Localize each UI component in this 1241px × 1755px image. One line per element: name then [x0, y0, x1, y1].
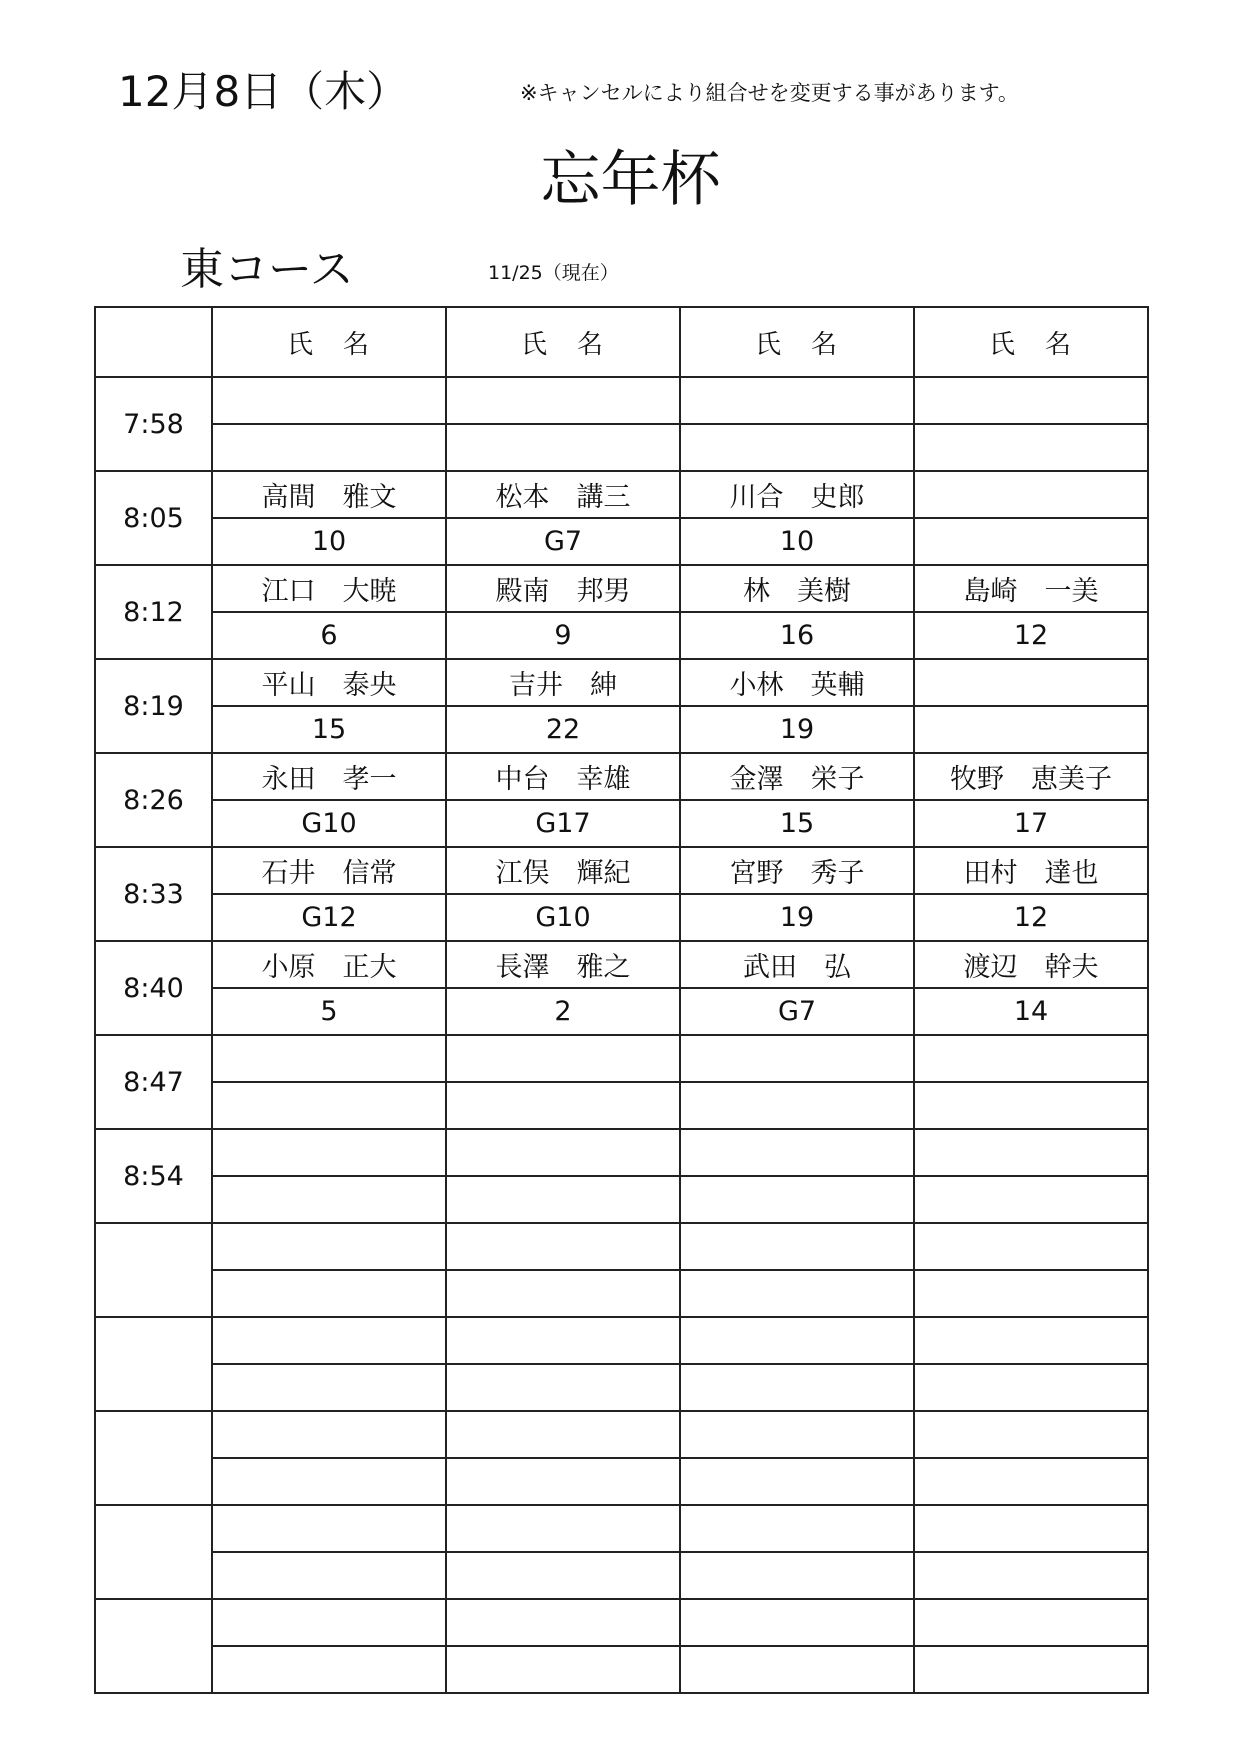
player-handicap [914, 706, 1148, 753]
player-name [446, 1505, 680, 1552]
player-handicap [914, 424, 1148, 471]
player-name [680, 1129, 914, 1176]
player-handicap [446, 1364, 680, 1411]
table-row [95, 1552, 1148, 1599]
table-row [95, 659, 1148, 706]
course-name: 東コース [180, 244, 354, 295]
player-handicap: 10 [680, 518, 914, 565]
player-name: 林 美樹 [680, 565, 914, 612]
player-name: 牧野 恵美子 [914, 753, 1148, 800]
tee-time: 7:58 [95, 377, 212, 471]
table-row [95, 941, 1148, 988]
player-name: 松本 講三 [446, 471, 680, 518]
player-handicap: 6 [212, 612, 446, 659]
tee-time: 8:19 [95, 659, 212, 753]
player-handicap: 19 [680, 894, 914, 941]
player-name [680, 1317, 914, 1364]
player-name [212, 1223, 446, 1270]
player-name: 平山 泰央 [212, 659, 446, 706]
player-handicap [914, 518, 1148, 565]
tee-time: 8:47 [95, 1035, 212, 1129]
player-handicap: 14 [914, 988, 1148, 1035]
player-handicap [212, 1176, 446, 1223]
table-row [95, 1458, 1148, 1505]
player-name [680, 1411, 914, 1458]
player-handicap: G10 [212, 800, 446, 847]
player-name [680, 377, 914, 424]
player-handicap: 19 [680, 706, 914, 753]
table-row [95, 471, 1148, 518]
player-name [212, 1411, 446, 1458]
player-name [680, 1599, 914, 1646]
player-name: 宮野 秀子 [680, 847, 914, 894]
tee-time: 8:33 [95, 847, 212, 941]
player-handicap [914, 1270, 1148, 1317]
player-name: 殿南 邦男 [446, 565, 680, 612]
player-name [446, 1411, 680, 1458]
player-handicap: 12 [914, 612, 1148, 659]
player-handicap [212, 1646, 446, 1693]
player-name [212, 1129, 446, 1176]
header-row [95, 307, 1148, 377]
player-handicap [446, 1458, 680, 1505]
table-row [95, 1082, 1148, 1129]
player-handicap [680, 1646, 914, 1693]
player-name: 高間 雅文 [212, 471, 446, 518]
table-row [95, 518, 1148, 565]
table-row [95, 1270, 1148, 1317]
table-row [95, 1317, 1148, 1364]
player-name: 金澤 栄子 [680, 753, 914, 800]
table-row [95, 1364, 1148, 1411]
column-header-name: 氏 名 [446, 307, 680, 377]
player-name [914, 1505, 1148, 1552]
player-name: 石井 信常 [212, 847, 446, 894]
player-name [446, 1317, 680, 1364]
player-name [914, 1411, 1148, 1458]
player-handicap [212, 1270, 446, 1317]
player-handicap [446, 1082, 680, 1129]
player-handicap [446, 1646, 680, 1693]
player-name [212, 1505, 446, 1552]
player-handicap: 16 [680, 612, 914, 659]
table-row [95, 424, 1148, 471]
player-name: 川合 史郎 [680, 471, 914, 518]
player-name [212, 1317, 446, 1364]
tee-time [95, 1599, 212, 1693]
table-row [95, 1223, 1148, 1270]
event-date: 12月8日（木） [118, 67, 409, 116]
table-row [95, 753, 1148, 800]
player-handicap [914, 1176, 1148, 1223]
player-name [680, 1035, 914, 1082]
player-name: 田村 達也 [914, 847, 1148, 894]
player-name [914, 471, 1148, 518]
player-handicap [446, 1270, 680, 1317]
player-handicap [680, 424, 914, 471]
player-name [914, 1599, 1148, 1646]
player-handicap [212, 1552, 446, 1599]
player-handicap [680, 1082, 914, 1129]
tee-time: 8:26 [95, 753, 212, 847]
player-name [914, 1223, 1148, 1270]
player-name: 江口 大暁 [212, 565, 446, 612]
player-handicap: 17 [914, 800, 1148, 847]
column-header-name: 氏 名 [212, 307, 446, 377]
tee-time-table [94, 306, 1149, 1694]
player-handicap: G7 [680, 988, 914, 1035]
table-row [95, 1035, 1148, 1082]
as-of-date: 11/25（現在） [488, 262, 619, 284]
player-name [914, 1129, 1148, 1176]
column-header-name: 氏 名 [680, 307, 914, 377]
player-handicap [680, 1552, 914, 1599]
player-handicap: 5 [212, 988, 446, 1035]
tee-time-groups [95, 377, 1148, 1693]
tee-time [95, 1505, 212, 1599]
player-name: 長澤 雅之 [446, 941, 680, 988]
player-handicap: 15 [212, 706, 446, 753]
player-name [914, 659, 1148, 706]
player-name [680, 1223, 914, 1270]
player-handicap [680, 1364, 914, 1411]
player-handicap [212, 424, 446, 471]
player-name [212, 1035, 446, 1082]
player-handicap [914, 1458, 1148, 1505]
player-handicap: G17 [446, 800, 680, 847]
player-name [914, 377, 1148, 424]
player-handicap [446, 424, 680, 471]
player-name: 島崎 一美 [914, 565, 1148, 612]
player-handicap [446, 1552, 680, 1599]
player-name: 小林 英輔 [680, 659, 914, 706]
player-handicap [914, 1552, 1148, 1599]
tee-time: 8:12 [95, 565, 212, 659]
player-name: 渡辺 幹夫 [914, 941, 1148, 988]
column-header-time [95, 307, 212, 377]
player-name [446, 1035, 680, 1082]
player-handicap [914, 1646, 1148, 1693]
table-row [95, 988, 1148, 1035]
column-header-name: 氏 名 [914, 307, 1148, 377]
table-row [95, 1599, 1148, 1646]
player-handicap: 15 [680, 800, 914, 847]
player-name [446, 1129, 680, 1176]
player-name: 吉井 紳 [446, 659, 680, 706]
player-name [914, 1317, 1148, 1364]
player-name: 中台 幸雄 [446, 753, 680, 800]
player-handicap [212, 1082, 446, 1129]
player-name: 小原 正大 [212, 941, 446, 988]
table-row [95, 847, 1148, 894]
table-row [95, 800, 1148, 847]
player-name: 武田 弘 [680, 941, 914, 988]
tee-time [95, 1411, 212, 1505]
table-row [95, 1505, 1148, 1552]
player-name [680, 1505, 914, 1552]
player-handicap: 2 [446, 988, 680, 1035]
player-handicap [212, 1364, 446, 1411]
table-row [95, 894, 1148, 941]
player-handicap: G7 [446, 518, 680, 565]
player-handicap: G12 [212, 894, 446, 941]
cancellation-notice: ※キャンセルにより組合せを変更する事があります。 [520, 81, 1019, 105]
player-handicap [446, 1176, 680, 1223]
table-row [95, 1129, 1148, 1176]
table-row [95, 565, 1148, 612]
player-name [212, 1599, 446, 1646]
player-name [446, 1599, 680, 1646]
player-name [914, 1035, 1148, 1082]
player-handicap [914, 1364, 1148, 1411]
tee-time [95, 1317, 212, 1411]
player-name: 江俣 輝紀 [446, 847, 680, 894]
player-handicap: 12 [914, 894, 1148, 941]
table-row [95, 706, 1148, 753]
table-row [95, 1411, 1148, 1458]
player-handicap [680, 1270, 914, 1317]
table-row [95, 1646, 1148, 1693]
player-handicap [212, 1458, 446, 1505]
player-handicap [680, 1458, 914, 1505]
player-name: 永田 孝一 [212, 753, 446, 800]
player-name [446, 377, 680, 424]
tee-time: 8:54 [95, 1129, 212, 1223]
player-handicap: 22 [446, 706, 680, 753]
player-handicap [914, 1082, 1148, 1129]
player-handicap: G10 [446, 894, 680, 941]
tee-time: 8:40 [95, 941, 212, 1035]
player-handicap: 10 [212, 518, 446, 565]
tee-time [95, 1223, 212, 1317]
page-title: 忘年杯 [540, 145, 721, 215]
player-name [212, 377, 446, 424]
player-handicap [680, 1176, 914, 1223]
table-row [95, 1176, 1148, 1223]
player-name [446, 1223, 680, 1270]
table-row [95, 612, 1148, 659]
table-row [95, 377, 1148, 424]
tee-time: 8:05 [95, 471, 212, 565]
player-handicap: 9 [446, 612, 680, 659]
